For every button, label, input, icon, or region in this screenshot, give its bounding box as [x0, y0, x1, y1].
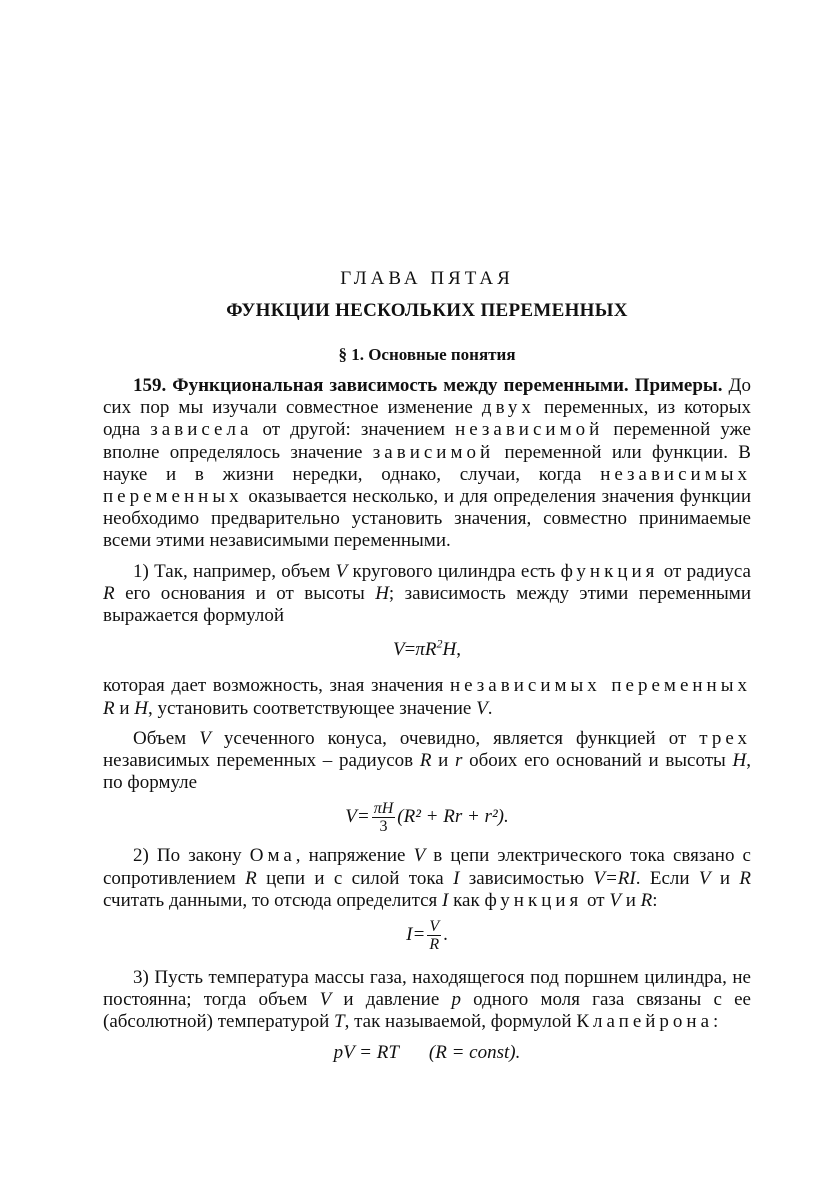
variable: r [454, 750, 463, 772]
text-span: ; зависимость между этими переменными выражается формулой [103, 582, 751, 627]
spaced-text: Ома [249, 845, 296, 867]
text-span: : [652, 889, 658, 911]
text-span: цепи и с силой тока [256, 867, 454, 889]
text-span: в цепи электрического тока связано с сопротивлением [103, 845, 751, 889]
text-span: и [620, 889, 641, 911]
example-1-continuation [103, 675, 751, 719]
text-span: 3) Пусть температура массы газа, находящегося под поршнем цилиндра, не постоянна; тогда объем [103, 967, 751, 1011]
fraction-denominator: 3 [379, 818, 388, 836]
text-span: усеченного конуса, очевидно, является функцией от [210, 727, 700, 749]
formula-cylinder-volume [103, 636, 751, 661]
spaced-text: независимых переменных [103, 463, 751, 508]
example-2-ohm [103, 845, 751, 912]
variable: V [199, 727, 211, 749]
fraction-numerator: πH [373, 800, 394, 818]
variable: R [419, 750, 432, 772]
text-span: . [487, 697, 493, 719]
spaced-text: трех [699, 727, 751, 749]
variable: R [245, 867, 257, 889]
paragraph-159 [103, 375, 751, 553]
variable: H [134, 697, 149, 719]
variable: V [413, 845, 426, 867]
text-span: , напряжение [295, 845, 414, 867]
example-3-clapeyron [103, 967, 751, 1034]
text-span: одного моля газа связаны с ее (абсолютной) температурой [103, 989, 751, 1033]
text-span: Объем [133, 727, 200, 749]
chapter-title: ФУНКЦИИ НЕСКОЛЬКИХ ПЕРЕМЕННЫХ [226, 300, 628, 321]
formula-part: V= [345, 806, 370, 828]
formula-part: H [442, 639, 457, 661]
formula-current [103, 918, 751, 953]
text-span: 1) Так, например, объем [133, 560, 336, 582]
text-span: от [582, 889, 610, 911]
text-span: переменной уже вполне определялось значение [103, 419, 751, 463]
fraction-denominator: R [429, 936, 440, 954]
text-span: , по формуле [103, 750, 751, 794]
formula-part: (R² + Rr + r²). [397, 806, 509, 828]
chapter-label: ГЛАВА ПЯТАЯ [340, 268, 514, 289]
formula-exponent: 2 [436, 636, 443, 651]
text-span: независимых переменных – радиусов [103, 750, 420, 772]
variable: V=RI [593, 867, 636, 889]
variable: V [335, 560, 348, 582]
spaced-text: зависела [150, 419, 253, 441]
formula-part: (R = const). [428, 1041, 521, 1063]
text-span: которая дает возможность, зная значения [103, 675, 450, 697]
formula-part: = [404, 639, 416, 661]
text-span: и давление [331, 989, 452, 1011]
text-span: кругового цилиндра есть [347, 560, 561, 582]
text-span: . Если [635, 867, 699, 889]
formula-fraction [372, 800, 396, 835]
text-span: , установить соответствующее значение [148, 697, 477, 719]
text-span: его основания и от высоты [114, 582, 376, 604]
text-span: переменных, из которых одна [103, 397, 751, 441]
spaced-text: Клапейрона [576, 1011, 714, 1033]
text-span: : [713, 1011, 719, 1033]
text-span: и [431, 750, 455, 772]
spaced-text: функция [560, 560, 659, 582]
paragraph-heading: 159. Функциональная зависимость между переменными. Примеры. [133, 375, 723, 396]
text-span: До сих пор мы изучали совместное изменение [103, 375, 751, 419]
text-span: от радиуса [658, 560, 751, 582]
text-span: оказывается несколько, и для определения значения функции необходимо предварительно установить значения, совместно принимаемые всеми этими независимыми переменными. [103, 486, 751, 552]
variable: V [319, 989, 332, 1011]
formula-fraction [427, 918, 441, 953]
variable: H [732, 750, 747, 772]
text-span: как [448, 889, 485, 911]
text-span: зависимостью [459, 867, 594, 889]
page-body [103, 375, 751, 1064]
fraction-numerator: V [429, 918, 440, 936]
text-span: обоих его оснований и высоты [462, 750, 733, 772]
formula-clapeyron [103, 1042, 751, 1064]
text-span: считать данными, то отсюда определится [103, 889, 443, 911]
text-span: и [710, 867, 740, 889]
formula-part: π [415, 639, 425, 661]
text-span: 2) По закону [133, 845, 250, 867]
spaced-text: зависимой [372, 441, 495, 463]
formula-part: R [424, 639, 437, 661]
variable: I [453, 867, 460, 889]
example-1-cone [103, 728, 751, 795]
formula-part: pV = RT [333, 1041, 399, 1063]
text-span: от другой: значением [252, 419, 456, 441]
variable: p [451, 989, 461, 1011]
formula-cone-volume [103, 800, 751, 835]
variable: R [103, 697, 115, 719]
formula-part: , [456, 639, 461, 661]
formula-part: V [393, 639, 405, 661]
variable: R [103, 582, 115, 604]
variable: I [442, 889, 449, 911]
variable: R [739, 867, 751, 889]
section-title: § 1. Основные понятия [338, 345, 516, 364]
variable: R [640, 889, 653, 911]
variable: V [698, 867, 711, 889]
formula-part: . [443, 923, 448, 945]
text-span: , так называемой, формулой [344, 1011, 577, 1033]
spaced-text: функция [484, 889, 583, 911]
variable: T [334, 1011, 345, 1033]
variable: H [375, 582, 389, 604]
spaced-text: независимых переменных [449, 675, 751, 697]
variable: V [609, 889, 621, 911]
text-span: и [114, 697, 135, 719]
formula-part: I= [406, 923, 426, 945]
spaced-text: двух [481, 397, 535, 419]
text-span: переменной или функции. В науке и в жизни нередки, однако, случаи, когда [103, 441, 751, 485]
spaced-text: независимой [455, 419, 604, 441]
example-1-cylinder [103, 561, 751, 628]
variable: V [476, 697, 488, 719]
